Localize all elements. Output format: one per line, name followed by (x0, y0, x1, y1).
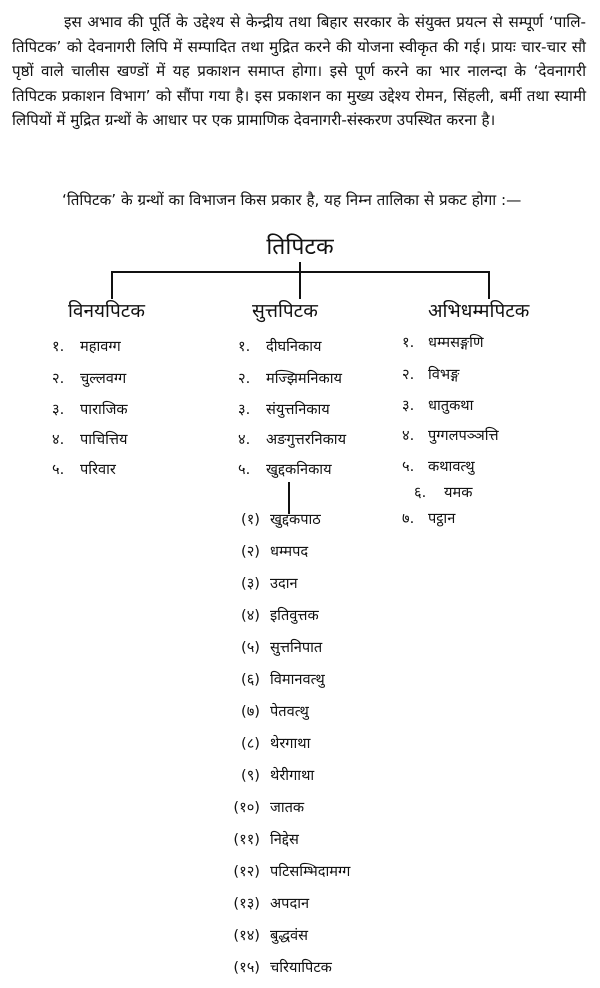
item-number: २. (238, 370, 251, 387)
vinaya-pitaka-title: विनयपिटक (68, 300, 145, 322)
item-number: (४) (241, 607, 260, 624)
item-name: निद्देस (270, 831, 299, 848)
list-item (238, 368, 342, 388)
table-intro: ‘तिपिटक’ के ग्रन्थों का विभाजन किस प्रकार है, यह निम्न तालिका से प्रकट होगा :— (62, 191, 522, 209)
item-name: पाचित्तिय (80, 431, 128, 448)
list-item (238, 429, 346, 449)
item-number: ५. (52, 461, 65, 478)
list-item (212, 956, 350, 988)
list-item (212, 892, 350, 924)
item-name: विभङ्ग (428, 366, 460, 383)
list-item (212, 508, 350, 540)
item-number: ४. (402, 427, 415, 444)
list-item (52, 336, 121, 356)
item-number: ५. (238, 461, 251, 478)
list-item (212, 540, 350, 572)
item-name: थेरगाथा (270, 735, 311, 752)
list-item (402, 364, 459, 384)
list-item (212, 924, 350, 956)
item-name: खुद्दकपाठ (270, 511, 321, 528)
item-number: (९) (241, 767, 260, 784)
list-item (402, 456, 475, 476)
item-name: संयुत्तनिकाय (266, 401, 330, 418)
item-number: (११) (233, 831, 260, 848)
item-name: अङगुत्तरनिकाय (266, 431, 347, 448)
list-item (52, 368, 126, 388)
abhidhamma-pitaka-title: अभिधम्मपिटक (428, 300, 530, 322)
item-number: ३. (402, 397, 415, 414)
list-item (212, 796, 350, 828)
list-item (402, 332, 484, 352)
item-name: पुग्गलपञ्ञत्ति (428, 427, 499, 444)
list-item (52, 459, 116, 479)
item-name: जातक (270, 799, 305, 816)
item-number: (१०) (233, 799, 260, 816)
list-item (212, 860, 350, 892)
item-name: चरियापिटक (270, 959, 332, 976)
item-number: १. (238, 338, 251, 355)
list-item (402, 482, 472, 502)
list-item (402, 395, 473, 415)
item-name: दीघनिकाय (266, 338, 322, 355)
item-number: २. (402, 366, 415, 383)
item-number: ३. (238, 401, 251, 418)
list-item (212, 604, 350, 636)
branch-line-sutta (299, 271, 301, 299)
list-item (52, 429, 127, 449)
list-item (212, 732, 350, 764)
branch-line-abhidhamma (488, 271, 490, 299)
item-number: (१५) (233, 959, 260, 976)
item-name: कथावत्थु (428, 458, 475, 475)
item-number: (२) (241, 543, 260, 560)
item-name: उदान (270, 575, 298, 592)
list-item (212, 668, 350, 700)
item-number: (१४) (233, 927, 260, 944)
list-item (212, 764, 350, 796)
item-number: १. (52, 338, 65, 355)
list-item (238, 336, 322, 356)
list-item (212, 828, 350, 860)
item-name: मज्झिमनिकाय (266, 370, 342, 387)
item-name: परिवार (80, 461, 116, 478)
item-number: ७. (402, 510, 415, 527)
sutta-pitaka-title: सुत्तपिटक (252, 300, 318, 322)
item-name: पेतवत्थु (270, 703, 309, 720)
list-item (402, 508, 455, 528)
item-name: थेरीगाथा (270, 767, 315, 784)
item-name: महावग्ग (80, 338, 121, 355)
khuddaka-sub-list (212, 508, 350, 988)
list-item (402, 425, 499, 445)
item-number: (१२) (233, 863, 260, 880)
item-number: (५) (241, 639, 260, 656)
tree-root-title: तिपिटक (266, 234, 334, 260)
list-item (212, 572, 350, 604)
item-name: विमानवत्थु (270, 671, 325, 688)
item-number: (३) (241, 575, 260, 592)
item-name: अपदान (270, 895, 310, 912)
item-number: २. (52, 370, 65, 387)
list-item (238, 399, 330, 419)
item-name: चुल्लवग्ग (80, 370, 127, 387)
branch-line-vinaya (111, 271, 113, 299)
item-number: (१३) (233, 895, 260, 912)
item-number: (८) (241, 735, 260, 752)
item-name: धम्मसङ्गणि (428, 334, 484, 351)
list-item (52, 399, 128, 419)
item-name: धातुकथा (428, 397, 474, 414)
item-name: पटिसम्भिदामग्ग (270, 863, 351, 880)
item-number: ६. (414, 484, 427, 501)
item-name: बुद्धवंस (270, 927, 308, 944)
item-number: (७) (241, 703, 260, 720)
item-name: पट्ठान (428, 510, 456, 527)
list-item (238, 459, 332, 479)
item-name: इतिवुत्तक (270, 607, 319, 624)
item-number: ४. (238, 431, 251, 448)
item-name: धम्मपद (270, 543, 309, 560)
list-item (212, 636, 350, 668)
item-name: यमक (444, 484, 473, 501)
item-number: १. (402, 334, 415, 351)
item-number: ४. (52, 431, 65, 448)
intro-paragraph: इस अभाव की पूर्ति के उद्देश्य से केन्द्रीय तथा बिहार सरकार के संयुक्त प्रयत्न से सम्पूर्ण ‘पालि-तिपिटक’ को देवनागरी लिपि में सम्पादित तथा मुद्रित करने की योजना स्वीकृत की गई। प्रायः चार-चार सौ पृष्ठों वाले चालीस खण्डों में यह प्रकाशन समाप्त होगा। इसे पूर्ण करने का भार नालन्दा के ‘देवनागरी तिपिटक प्रकाशन विभाग’ को सौंपा गया है। इस प्रकाशन का मुख्य उद्देश्य रोमन, सिंहली, बर्मी तथा स्यामी लिपियों में मुद्रित ग्रन्थों के आधार पर एक प्रामाणिक देवनागरी-संस्करण उपस्थित करना है। (12, 13, 586, 130)
item-number: ३. (52, 401, 65, 418)
item-name: पाराजिक (80, 401, 128, 418)
item-name: सुत्तनिपात (270, 639, 323, 656)
list-item (212, 700, 350, 732)
item-name: खुद्दकनिकाय (266, 461, 332, 478)
item-number: (१) (241, 511, 260, 528)
item-number: ५. (402, 458, 415, 475)
item-number: (६) (241, 671, 260, 688)
